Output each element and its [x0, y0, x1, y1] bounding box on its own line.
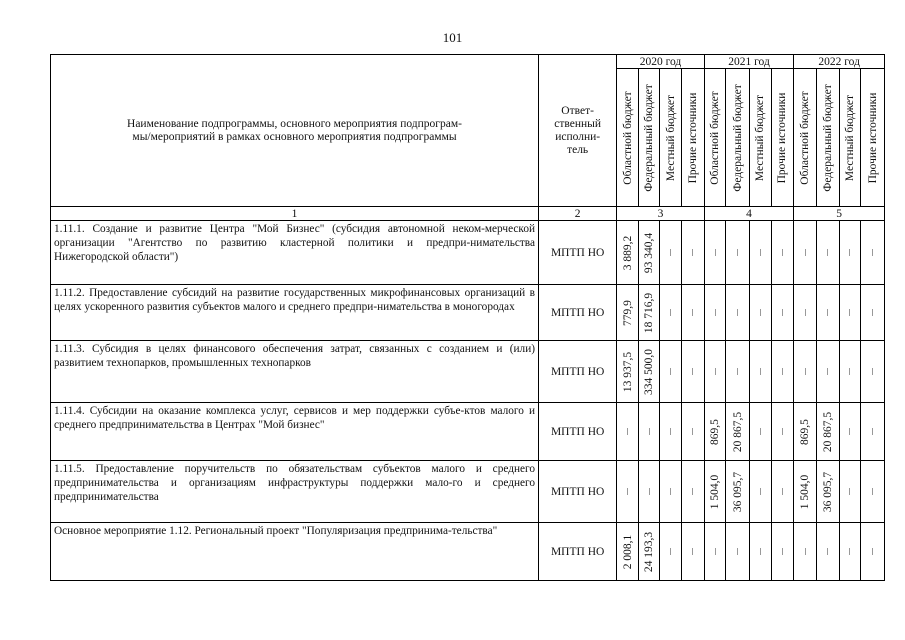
empty-dash [649, 488, 650, 495]
budget-value-cell [726, 341, 750, 403]
source-header-label: Местный бюджет [664, 94, 677, 181]
empty-dash [849, 428, 850, 435]
budget-value: 334 500,0 [643, 348, 656, 395]
empty-dash [692, 548, 693, 555]
empty-dash [827, 548, 828, 555]
table-row [51, 285, 885, 341]
empty-dash [872, 548, 873, 555]
source-header-label: Прочие источники [866, 92, 879, 183]
budget-value-cell [726, 285, 750, 341]
column-number: 2 [539, 207, 617, 221]
budget-value-cell [660, 341, 682, 403]
source-header [794, 69, 817, 207]
budget-value-cell [771, 285, 794, 341]
source-header-label: Областной бюджет [799, 90, 812, 185]
budget-value-cell [726, 523, 750, 581]
empty-dash [760, 548, 761, 555]
budget-value: 18 716,9 [643, 292, 656, 333]
empty-dash [872, 488, 873, 495]
budget-value-cell [660, 221, 682, 285]
budget-value-cell [794, 461, 817, 523]
source-header [726, 69, 750, 207]
empty-dash [670, 368, 671, 375]
budget-value-cell [794, 285, 817, 341]
budget-value-cell [704, 523, 726, 581]
budget-value-cell [638, 461, 660, 523]
budget-value-cell [861, 403, 885, 461]
empty-dash [760, 368, 761, 375]
source-header [638, 69, 660, 207]
budget-value-cell [682, 285, 705, 341]
source-header [750, 69, 772, 207]
empty-dash [872, 309, 873, 316]
budget-value-cell [771, 523, 794, 581]
budget-value-cell [726, 403, 750, 461]
budget-value-cell [660, 285, 682, 341]
budget-value: 20 867,5 [731, 411, 744, 452]
budget-value-cell [638, 221, 660, 285]
budget-value: 3 889,2 [621, 235, 634, 270]
budget-value-cell [617, 221, 639, 285]
empty-dash [715, 249, 716, 256]
activity-name: Основное мероприятие 1.12. Региональный проект "Популяризация предпринима-тельства" [51, 523, 539, 581]
year-header-2020: 2020 год [617, 55, 704, 69]
empty-dash [649, 428, 650, 435]
source-header-label: Местный бюджет [843, 94, 856, 181]
budget-value-cell [861, 341, 885, 403]
table-row [51, 341, 885, 403]
empty-dash [827, 249, 828, 256]
responsible-executor: МПТП НО [539, 523, 617, 581]
budget-value: 1 504,0 [799, 474, 812, 509]
empty-dash [805, 249, 806, 256]
budget-value-cell [771, 341, 794, 403]
header-row-column-numbers [51, 207, 885, 221]
budget-value-cell [726, 221, 750, 285]
budget-value-cell [750, 285, 772, 341]
budget-value: 36 095,7 [731, 471, 744, 512]
budget-value: 779,9 [621, 299, 634, 326]
year-header-2021: 2021 год [704, 55, 794, 69]
budget-value-cell [839, 523, 861, 581]
budget-value-cell [704, 461, 726, 523]
empty-dash [737, 548, 738, 555]
empty-dash [670, 488, 671, 495]
empty-dash [872, 249, 873, 256]
activity-name: 1.11.4. Субсидии на оказание комплекса услуг, сервисов и мер поддержки субъе-ктов малого и среднего предпринимательства в Центрах "Мой бизнес" [51, 403, 539, 461]
source-header-label: Местный бюджет [754, 94, 767, 181]
empty-dash [692, 249, 693, 256]
column-number: 4 [704, 207, 794, 221]
budget-value-cell [704, 221, 726, 285]
budget-value-cell [617, 403, 639, 461]
budget-value-cell [816, 461, 839, 523]
budget-value: 36 095,7 [821, 471, 834, 512]
budget-value-cell [704, 403, 726, 461]
empty-dash [737, 309, 738, 316]
budget-value-cell [794, 221, 817, 285]
budget-value-cell [682, 523, 705, 581]
responsible-executor: МПТП НО [539, 403, 617, 461]
empty-dash [872, 428, 873, 435]
budget-value-cell [794, 523, 817, 581]
budget-value-cell [704, 341, 726, 403]
source-header [861, 69, 885, 207]
source-header [839, 69, 861, 207]
empty-dash [627, 488, 628, 495]
empty-dash [692, 309, 693, 316]
source-header-label: Федеральный бюджет [643, 83, 656, 192]
responsible-executor: МПТП НО [539, 285, 617, 341]
source-header [816, 69, 839, 207]
empty-dash [849, 249, 850, 256]
empty-dash [692, 368, 693, 375]
empty-dash [692, 428, 693, 435]
year-header-2022: 2022 год [794, 55, 885, 69]
responsible-executor: МПТП НО [539, 461, 617, 523]
budget-value-cell [861, 461, 885, 523]
budget-table [50, 54, 885, 581]
empty-dash [805, 309, 806, 316]
source-header [682, 69, 705, 207]
budget-value-cell [660, 523, 682, 581]
header-row-years [51, 55, 885, 69]
budget-value-cell [816, 221, 839, 285]
budget-value-cell [660, 461, 682, 523]
empty-dash [670, 309, 671, 316]
source-header-label: Областной бюджет [709, 90, 722, 185]
empty-dash [872, 368, 873, 375]
budget-value: 1 504,0 [709, 474, 722, 509]
budget-value-cell [839, 285, 861, 341]
empty-dash [760, 488, 761, 495]
table-row [51, 523, 885, 581]
empty-dash [782, 428, 783, 435]
budget-value-cell [750, 523, 772, 581]
empty-dash [760, 249, 761, 256]
budget-value-cell [617, 341, 639, 403]
budget-value-cell [861, 523, 885, 581]
empty-dash [849, 309, 850, 316]
budget-value-cell [638, 523, 660, 581]
empty-dash [692, 488, 693, 495]
empty-dash [627, 428, 628, 435]
empty-dash [849, 548, 850, 555]
budget-value-cell [638, 403, 660, 461]
empty-dash [670, 548, 671, 555]
budget-value: 20 867,5 [821, 411, 834, 452]
empty-dash [782, 309, 783, 316]
empty-dash [805, 548, 806, 555]
budget-value-cell [617, 523, 639, 581]
budget-value-cell [682, 221, 705, 285]
source-header-label: Прочие источники [686, 92, 699, 183]
budget-value-cell [839, 341, 861, 403]
budget-value-cell [750, 403, 772, 461]
empty-dash [715, 309, 716, 316]
budget-value: 869,5 [799, 418, 812, 445]
empty-dash [670, 428, 671, 435]
table-row [51, 403, 885, 461]
empty-dash [782, 548, 783, 555]
column-header-name: Наименование подпрограммы, основного мероприятия подпрограм- мы/мероприятий в рамках основного мероприятия подпрограммы [51, 55, 539, 207]
empty-dash [782, 368, 783, 375]
budget-value-cell [771, 461, 794, 523]
budget-value-cell [771, 403, 794, 461]
budget-value-cell [682, 403, 705, 461]
budget-value-cell [682, 461, 705, 523]
empty-dash [849, 368, 850, 375]
empty-dash [670, 249, 671, 256]
budget-value: 869,5 [709, 418, 722, 445]
budget-value-cell [638, 285, 660, 341]
activity-name: 1.11.5. Предоставление поручительств по обязательствам субъектов малого и среднего предпринимательства и организациям инфраструктуры поддержки мало-го и среднего предпринимательства [51, 461, 539, 523]
budget-value-cell [726, 461, 750, 523]
empty-dash [805, 368, 806, 375]
budget-value-cell [638, 341, 660, 403]
budget-value-cell [794, 403, 817, 461]
source-header [617, 69, 639, 207]
responsible-executor: МПТП НО [539, 221, 617, 285]
budget-value-cell [839, 221, 861, 285]
page-number: 101 [442, 30, 463, 45]
source-header-label: Прочие источники [776, 92, 789, 183]
budget-value-cell [750, 221, 772, 285]
empty-dash [760, 309, 761, 316]
budget-value-cell [771, 221, 794, 285]
column-header-responsible: Ответ- ственный исполни- тель [539, 55, 617, 207]
source-header [660, 69, 682, 207]
activity-name: 1.11.3. Субсидия в целях финансового обеспечения затрат, связанных с созданием и (или) развитием технопарков, промышленных технопарков [51, 341, 539, 403]
budget-value-cell [816, 285, 839, 341]
empty-dash [782, 249, 783, 256]
budget-value-cell [704, 285, 726, 341]
source-header [771, 69, 794, 207]
budget-value-cell [750, 461, 772, 523]
table-row [51, 461, 885, 523]
empty-dash [737, 249, 738, 256]
budget-value: 2 008,1 [621, 534, 634, 569]
budget-value-cell [816, 523, 839, 581]
empty-dash [715, 368, 716, 375]
activity-name: 1.11.1. Создание и развитие Центра "Мой Бизнес" (субсидия автономной неком-мерческой организации "Агентство по развитию кластерной политики и предпри-нимательства Нижегородской области") [51, 221, 539, 285]
column-number: 3 [617, 207, 704, 221]
budget-value-cell [794, 341, 817, 403]
source-header-label: Федеральный бюджет [731, 83, 744, 192]
budget-value-cell [839, 461, 861, 523]
responsible-executor: МПТП НО [539, 341, 617, 403]
column-number: 1 [51, 207, 539, 221]
budget-value-cell [617, 461, 639, 523]
budget-value: 24 193,3 [643, 531, 656, 572]
column-number: 5 [794, 207, 885, 221]
budget-value-cell [816, 403, 839, 461]
empty-dash [715, 548, 716, 555]
budget-value-cell [839, 403, 861, 461]
budget-value-cell [617, 285, 639, 341]
source-header-label: Областной бюджет [621, 90, 634, 185]
empty-dash [849, 488, 850, 495]
table-row [51, 221, 885, 285]
source-header [704, 69, 726, 207]
budget-value: 93 340,4 [643, 232, 656, 273]
empty-dash [737, 368, 738, 375]
budget-value-cell [861, 285, 885, 341]
budget-value-cell [861, 221, 885, 285]
empty-dash [827, 309, 828, 316]
source-header-label: Федеральный бюджет [821, 83, 834, 192]
budget-value: 13 937,5 [621, 351, 634, 392]
activity-name: 1.11.2. Предоставление субсидий на развитие государственных микрофинансовых организаций в целях ускоренного развития субъектов малого и среднего предпри-нимательства в моногородах [51, 285, 539, 341]
budget-value-cell [682, 341, 705, 403]
budget-value-cell [660, 403, 682, 461]
empty-dash [827, 368, 828, 375]
budget-value-cell [750, 341, 772, 403]
budget-value-cell [816, 341, 839, 403]
empty-dash [760, 428, 761, 435]
empty-dash [782, 488, 783, 495]
